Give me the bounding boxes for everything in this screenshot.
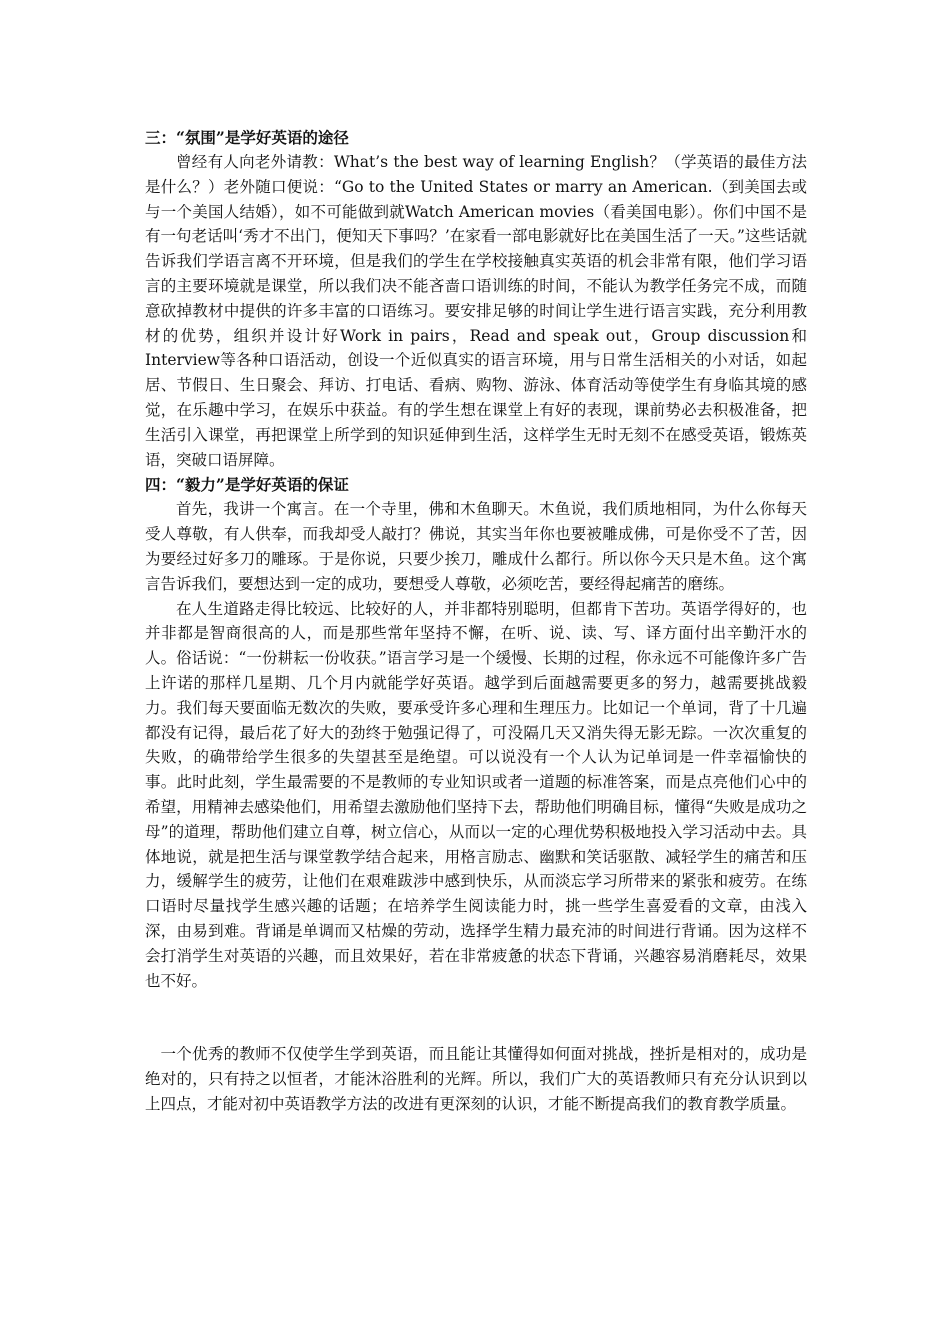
- section-3-paragraph: 曾经有人向老外请教：What’s the best way of learning English？（学英语的最佳方法是什么？）老外随口便说：“Go to the United States or marry an American.（到美国去或与一个美国人结婚），如不可能做到就Watch American movies（看美国电影）。你们中国不是有一句老话叫‘秀才不出门，便知天下事吗？’在家看一部电影就好比在美国生活了一天。”这些话就告诉我们学语言离不开环境，但是我们的学生在学校接触真实英语的机会非常有限，他们学习语言的主要环境就是课堂，所以我们决不能吝啬口语训练的时间，不能认为教学任务完不成，而随意砍掉教材中提供的许多丰富的口语练习。要安排足够的时间让学生进行语言实践，充分利用教材的优势，组织并设计好Work in pairs，Read and speak out，Group discussion和Interview等各种口语活动，创设一个近似真实的语言环境，用与日常生活相关的小对话，如起居、节假日、生日聚会、拜访、打电话、看病、购物、游泳、体育活动等使学生有身临其境的感觉，在乐趣中学习，在娱乐中获益。有的学生想在课堂上有好的表现，课前势必去积极准备，把生活引入课堂，再把课堂上所学到的知识延伸到生活，这样学生无时无刻不在感受英语，锻炼英语，突破口语屏障。: [145, 153, 807, 469]
- section-3-heading: 三：“氛围”是学好英语的途径: [145, 128, 349, 147]
- section-4-paragraph-1: 首先，我讲一个寓言。在一个寺里，佛和木鱼聊天。木鱼说，我们质地相同，为什么你每天受人尊敬，有人供奉，而我却受人敲打？佛说，其实当年你也要被雕成佛，可是你受不了苦，因为要经过好多刀的雕琢。于是你说，只要少挨刀，雕成什么都行。所以你今天只是木鱼。这个寓言告诉我们，要想达到一定的成功，要想受人尊敬，必须吃苦，要经得起痛苦的磨练。: [145, 500, 807, 593]
- document-page: [145, 125, 807, 1117]
- closing-paragraph: 一个优秀的教师不仅使学生学到英语，而且能让其懂得如何面对挑战，挫折是相对的，成功是绝对的，只有持之以恒者，才能沐浴胜利的光辉。所以，我们广大的英语教师只有充分认识到以上四点，才能对初中英语教学方法的改进有更深刻的认识，才能不断提高我们的教育教学质量。: [145, 1045, 807, 1113]
- section-4-paragraph-2: 在人生道路走得比较远、比较好的人，并非都特别聪明，但都肯下苦功。英语学得好的，也并非都是智商很高的人，而是那些常年坚持不懈，在听、说、读、写、译方面付出辛勤汗水的人。俗话说：“一份耕耘一份收获。”语言学习是一个缓慢、长期的过程，你永远不可能像许多广告上许诺的那样几星期、几个月内就能学好英语。越学到后面越需要更多的努力，越需要挑战毅力。我们每天要面临无数次的失败，要承受许多心理和生理压力。比如记一个单词，背了十几遍都没有记得，最后花了好大的劲终于勉强记得了，可没隔几天又消失得无影无踪。一次次重复的失败，的确带给学生很多的失望甚至是绝望。可以说没有一个人认为记单词是一件幸福愉快的事。此时此刻，学生最需要的不是教师的专业知识或者一道题的标准答案，而是点亮他们心中的希望，用精神去感染他们，用希望去激励他们坚持下去，帮助他们明确目标，懂得“失败是成功之母”的道理，帮助他们建立自尊，树立信心，从而以一定的心理优势积极地投入学习活动中去。具体地说，就是把生活与课堂教学结合起来，用格言励志、幽默和笑话驱散、减轻学生的痛苦和压力，缓解学生的疲劳，让他们在艰难跋涉中感到快乐，从而淡忘学习所带来的紧张和疲劳。在练口语时尽量找学生感兴趣的话题；在培养学生阅读能力时，挑一些学生喜爱看的文章，由浅入深，由易到难。背诵是单调而又枯燥的劳动，选择学生精力最充沛的时间进行背诵。因为这样不会打消学生对英语的兴趣，而且效果好，若在非常疲惫的状态下背诵，兴趣容易消磨耗尽，效果也不好。: [145, 599, 807, 990]
- section-4-heading: 四：“毅力”是学好英语的保证: [145, 475, 349, 495]
- paragraph-gap: [145, 993, 807, 1042]
